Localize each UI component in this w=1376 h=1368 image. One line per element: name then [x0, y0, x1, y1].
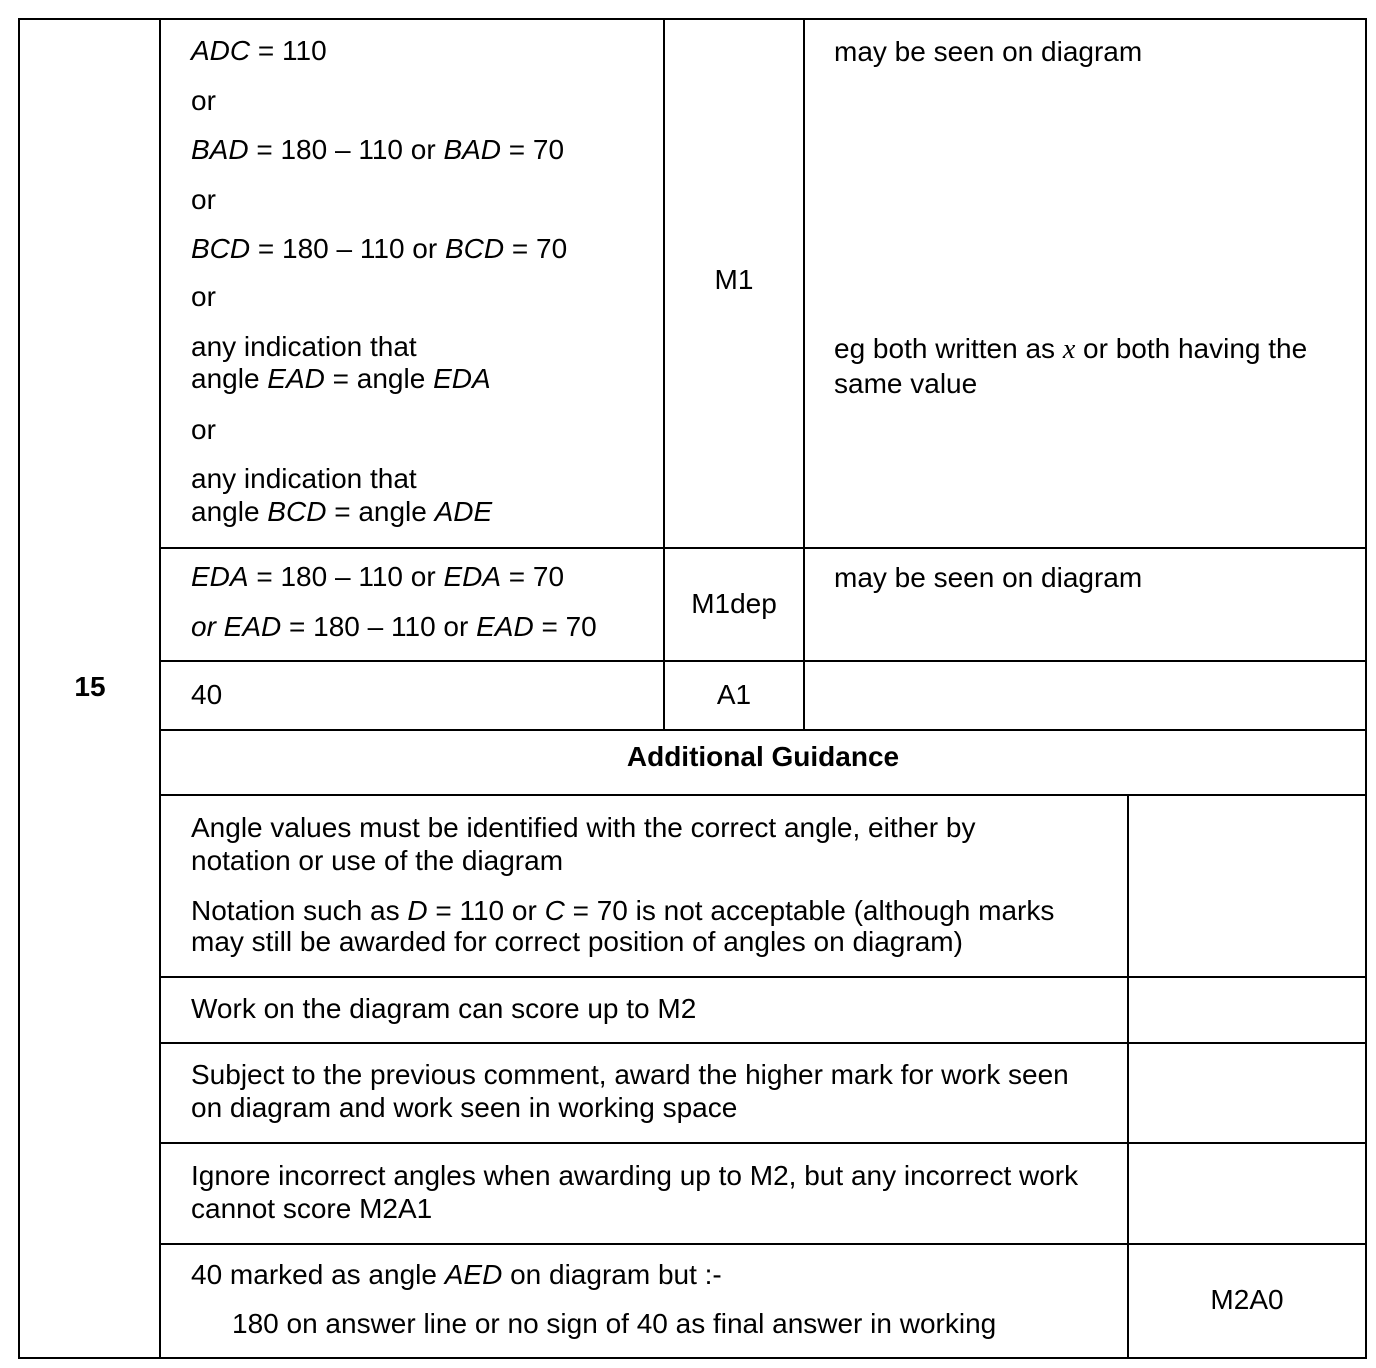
guidance-title-divider: [159, 794, 1367, 796]
guidance-text: Subject to the previous comment, award the higher mark for work seen: [191, 1059, 1069, 1090]
method-line: BAD = 180 – 110 or BAD = 70: [191, 134, 565, 165]
method-line: or EAD = 180 – 110 or EAD = 70: [191, 611, 597, 642]
mark-cell: A1: [716, 679, 752, 710]
method-line: BCD = 180 – 110 or BCD = 70: [191, 233, 568, 264]
guidance-text: Angle values must be identified with the correct angle, either by: [191, 812, 976, 843]
table-border-right: [1365, 18, 1367, 1359]
method-line: ADC = 110: [191, 35, 327, 66]
method-or: or: [191, 281, 216, 312]
method-line: any indication that: [191, 463, 417, 494]
guidance-text: cannot score M2A1: [191, 1193, 433, 1224]
method-mark-divider: [663, 18, 665, 730]
answer-value: 40: [191, 679, 223, 710]
guidance-text: 40 marked as angle AED on diagram but :-: [191, 1259, 722, 1290]
method-or: or: [191, 85, 216, 116]
guidance-text: Notation such as D = 110 or C = 70 is not acceptable (although marks: [191, 895, 1055, 926]
guidance-divider-1: [159, 976, 1367, 978]
comment-text: same value: [834, 368, 978, 399]
table-border-top: [18, 18, 1367, 20]
method-or: or: [191, 414, 216, 445]
guidance-text: Work on the diagram can score up to M2: [191, 993, 697, 1024]
guidance-mark-divider: [1127, 794, 1129, 1359]
row-divider-3: [159, 729, 1367, 731]
mark-cell: M1dep: [691, 588, 777, 619]
mark-cell: M1: [714, 264, 754, 295]
method-line: any indication that: [191, 331, 417, 362]
question-number: 15: [74, 671, 106, 702]
row-divider-2: [159, 660, 1367, 662]
method-line: angle EAD = angle EDA: [191, 363, 491, 394]
comment-text: eg both written as x or both having the: [834, 333, 1308, 365]
method-or: or: [191, 184, 216, 215]
guidance-divider-2: [159, 1042, 1367, 1044]
guidance-mark: M2A0: [1210, 1284, 1284, 1315]
table-border-bottom: [18, 1357, 1367, 1359]
comment-text: may be seen on diagram: [834, 562, 1143, 593]
guidance-text: on diagram and work seen in working space: [191, 1092, 738, 1123]
method-line: angle BCD = angle ADE: [191, 496, 493, 527]
method-line: EDA = 180 – 110 or EDA = 70: [191, 561, 565, 592]
guidance-text: Ignore incorrect angles when awarding up to M2, but any incorrect work: [191, 1160, 1079, 1191]
guidance-divider-4: [159, 1243, 1367, 1245]
row-divider-1: [159, 547, 1367, 549]
mark-comment-divider: [803, 18, 805, 730]
guidance-title: Additional Guidance: [626, 741, 900, 772]
comment-text: may be seen on diagram: [834, 36, 1143, 67]
guidance-divider-3: [159, 1142, 1367, 1144]
guidance-text: 180 on answer line or no sign of 40 as final answer in working: [232, 1308, 997, 1339]
guidance-text: may still be awarded for correct position of angles on diagram): [191, 926, 963, 957]
guidance-text: notation or use of the diagram: [191, 845, 564, 876]
